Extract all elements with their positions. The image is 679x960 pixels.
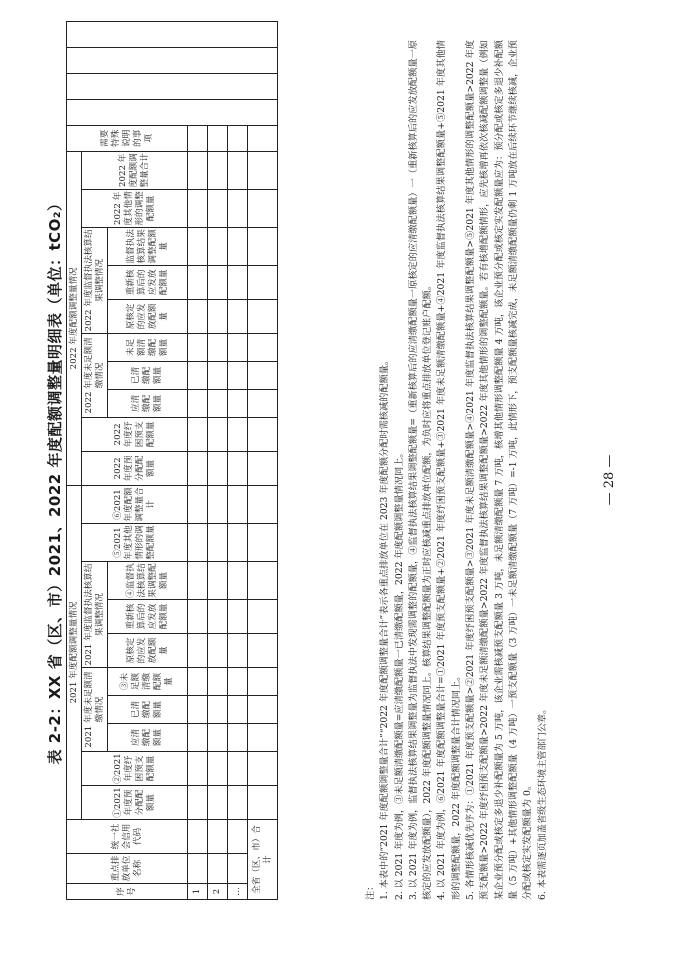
total-row <box>248 21 278 899</box>
header-2021-other: ⑤2021 年度其他情形的调整配额量 <box>82 524 188 562</box>
header-2022-prealloc: 2022 年度预分配配额量 <box>82 451 188 485</box>
note-item: 2. 以 2021 年度为例，③未足额清缴配额量=应清缴配额量一已清缴配额量，2022 年度配额调整量情况同上。 <box>393 448 405 900</box>
header-2022-paid: 已清缴配额量 <box>108 361 188 389</box>
total-label: 全省（区、市）合计 <box>248 820 278 900</box>
header-2021-relief: ②2021 年度纾困预支配额量 <box>82 752 188 786</box>
header-2022-due: 应清缴配额量 <box>108 389 188 417</box>
row-seq: 1 <box>188 884 208 900</box>
header-2022-group: 2022 年度配额调整量情况 <box>67 151 82 485</box>
note-item: 6. 本表需逐页加盖省级生态环境主管部门公章。 <box>536 704 548 900</box>
header-2022-orig-issued: 原核定的应发放配额量 <box>108 299 188 333</box>
header-2021-total: ⑥2021 年度配额调整量合计 <box>82 485 188 523</box>
header-2022-other: 2022 年度其他情形的调整配额量 <box>82 189 188 227</box>
note-item: 5. 各情形核减优先序为：①2021 年度预支配额量>②2021 年度纾困预支配额量>③2021 年度未足额清缴配额量>④2021 年度监督执法核算结果调整配额量>⑤2021 年度其他情形的调整配额量>2022 年度预支配额量>2022 年度纾困预支配额量>2022 年度未足额清缴配额量>2022 年度监督执法核算结果调整配额量>2022 年度其他情形的调整配额量。若有核增配额情形，应先核增再依次核减配额调整量（例如某企业预分配或核定多退少补配额量为 5 万吨，该企业需核减预支配额量 3 万吨，未足额清缴配额量 7 万吨，核增其他情形调整配额量 4 万吨，该企业预分配或核定实发配额量应为：预分配或核定多退少补配额量（5 万吨）+其他情形调整配额量（4 万吨）一预支配额量（3 万吨）一未足额清缴配额量（7 万吨）=-1 万吨，此情形下，预支配额量核减完成，未足额清缴配额量仍剩 1 万吨放在后续环节继续核减，企业预分配或核定实发配额量为 0。 <box>465 40 534 900</box>
table-row <box>188 21 208 899</box>
notes-section <box>364 40 550 900</box>
header-2022-undischarged: 2022 年度未足额清缴情况 <box>82 333 108 417</box>
header-2021-orig-issued: 原核定的应发放配额量 <box>108 634 188 668</box>
row-seq: … <box>228 884 248 900</box>
table-title: 表 2-2：XX 省（区、市）2021、2022 年度配额调整量明细表（单位：tCO₂） <box>46 195 64 765</box>
header-2021-prealloc: ①2021 年度预分配配额量 <box>82 786 188 820</box>
header-2021-audit: 2021 年度监督执法核算结果调整情况 <box>82 562 108 668</box>
header-2022-recalc-issued: 重新核算后的应发放配额量 <box>108 265 188 299</box>
header-special-notes: 需要特殊说明的事项 <box>67 125 188 151</box>
page-number: — 28 — <box>602 454 617 506</box>
table-row <box>208 21 228 899</box>
header-2021-audit-adjust: ④监督执法核算结果调整配额量 <box>108 562 188 600</box>
row-seq: 2 <box>208 884 228 900</box>
header-unit-name: 重点排放单位名称 <box>67 854 188 884</box>
header-2022-total: 2022 年度配额调整量合计 <box>82 151 188 189</box>
header-2021-group: 2021 年度配额调整量情况 <box>67 485 82 819</box>
note-item: 4. 以 2021 年度为例，⑥2021 年度配额调整量合计=①2021 年度预支配额量+②2021 年度纾困预支配额量+③2021 年度未足额清缴配额量+④2021 年度监督执法核算结果调整配额量+⑤2021 年度其他情形的调整配额量，2022 年度配额调整量合计情况同上。 <box>436 40 462 900</box>
header-2021-recalc-issued: 重新核算后的应发放配额量 <box>108 600 188 634</box>
header-2021-undischarged: 2021 年度未足额清缴情况 <box>82 668 108 752</box>
header-2021-unpaid: ③未足额清缴配额量 <box>108 668 188 696</box>
header-seq: 序号 <box>67 884 188 900</box>
header-2021-due: 应清缴配额量 <box>108 724 188 752</box>
note-item: 3. 以 2021 年度为例，监督执法核算结果调整量为监督执法中发现需调整的配额量，④监督执法核算结果调整配额量=（重新核算后的应清缴配额量一原核定的应清缴配额量）一（重新核算后的应发放配额量一原核定的应发放配额量），2022 年度配额调整量情况同上。核算结果调整配额量为正时应核减重点排放单位配额，为负时应将重点排放单位登记账户配额。 <box>407 40 434 900</box>
quota-adjustment-table <box>66 21 278 900</box>
note-item: 1. 本表中的“2021 年度配额调整量合计”“2022 年度配额调整量合计”表示各重点排放单位在 2023 年度配额分配时需核减的配额量。 <box>379 355 391 900</box>
table-row <box>228 21 248 899</box>
header-2022-unpaid: 未足额清缴配额量 <box>108 333 188 361</box>
notes-label: 注： <box>365 881 376 900</box>
header-2022-audit: 2022 年度监督执法核算结果调整情况 <box>82 227 108 333</box>
header-2022-audit-adjust: 监督执法核算结果调整配额量 <box>108 227 188 265</box>
header-credit-code: 统一社会信用代码 <box>67 820 188 854</box>
header-2021-paid: 已清缴配额量 <box>108 696 188 724</box>
header-2022-relief: 2022 年度纾困预支配额量 <box>82 417 188 451</box>
